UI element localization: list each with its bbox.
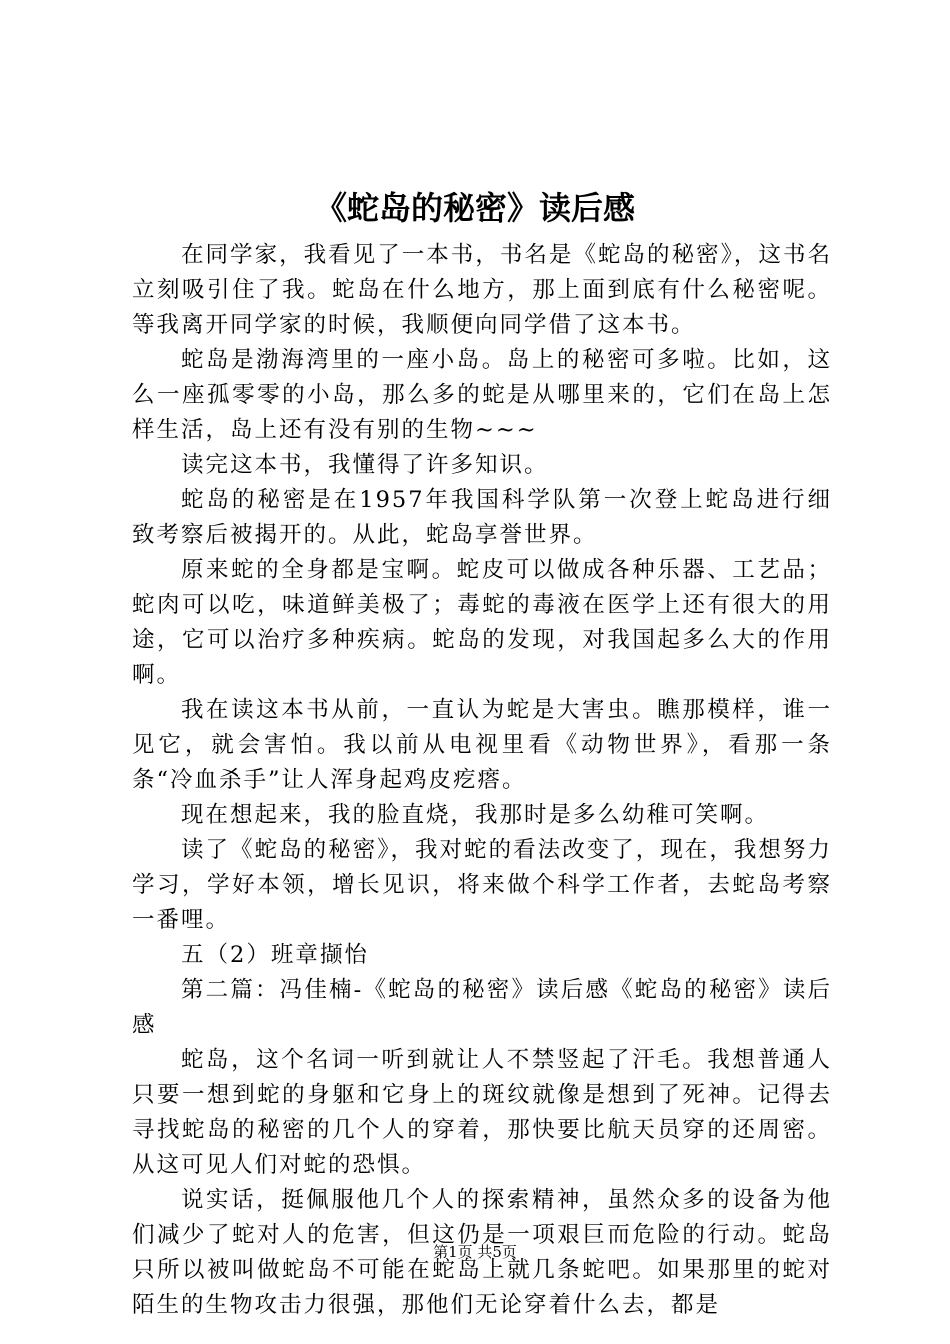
document-body: [132, 238, 832, 1323]
author-line: 五（2）班章撷怡: [181, 942, 369, 968]
section-heading: 第二篇：冯佳楠-《蛇岛的秘密》读后感《蛇岛的秘密》读后感: [132, 977, 832, 1038]
paragraph: 我在读这本书从前，一直认为蛇是大害虫。瞧那模样，谁一见它，就会害怕。我以前从电视里看《动物世界》，看那一条条“冷血杀手”让人浑身起鸡皮疙瘩。: [132, 697, 832, 793]
paragraph: 说实话，挺佩服他几个人的探索精神，虽然众多的设备为他们减少了蛇对人的危害，但这仍是一项艰巨而危险的行动。蛇岛只所以被叫做蛇岛不可能在蛇岛上就几条蛇吧。如果那里的蛇对陌生的生物攻击力很强，那他们无论穿着什么去，都是: [132, 1187, 832, 1318]
paragraph: 读完这本书，我懂得了许多知识。: [181, 452, 549, 478]
paragraph: 蛇岛是渤海湾里的一座小岛。岛上的秘密可多啦。比如，这么一座孤零零的小岛，那么多的蛇是从哪里来的，它们在岛上怎样生活，岛上还有没有别的生物~~~: [132, 347, 832, 443]
paragraph: 原来蛇的全身都是宝啊。蛇皮可以做成各种乐器、工艺品；蛇肉可以吃，味道鲜美极了；毒蛇的毒液在医学上还有很大的用途，它可以治疗多种疾病。蛇岛的发现，对我国起多么大的作用啊。: [132, 557, 832, 688]
paragraph: 读了《蛇岛的秘密》，我对蛇的看法改变了，现在，我想努力学习，学好本领，增长见识，将来做个科学工作者，去蛇岛考察一番哩。: [132, 837, 832, 933]
paragraph: 现在想起来，我的脸直烧，我那时是多么幼稚可笑啊。: [181, 802, 770, 828]
paragraph: 在同学家，我看见了一本书，书名是《蛇岛的秘密》，这书名立刻吸引住了我。蛇岛在什么地方，那上面到底有什么秘密呢。等我离开同学家的时候，我顺便向同学借了这本书。: [132, 242, 832, 338]
document-title: 《蛇岛的秘密》读后感: [314, 189, 635, 227]
page-footer: 第1页 共5页: [433, 1243, 517, 1261]
paragraph: 蛇岛的秘密是在1957年我国科学队第一次登上蛇岛进行细致考察后被揭开的。从此，蛇岛享誉世界。: [132, 487, 832, 548]
paragraph: 蛇岛，这个名词一听到就让人不禁竖起了汗毛。我想普通人只要一想到蛇的身躯和它身上的斑纹就像是想到了死神。记得去寻找蛇岛的秘密的几个人的穿着，那快要比航天员穿的还周密。从这可见人们对蛇的恐惧。: [132, 1047, 832, 1178]
